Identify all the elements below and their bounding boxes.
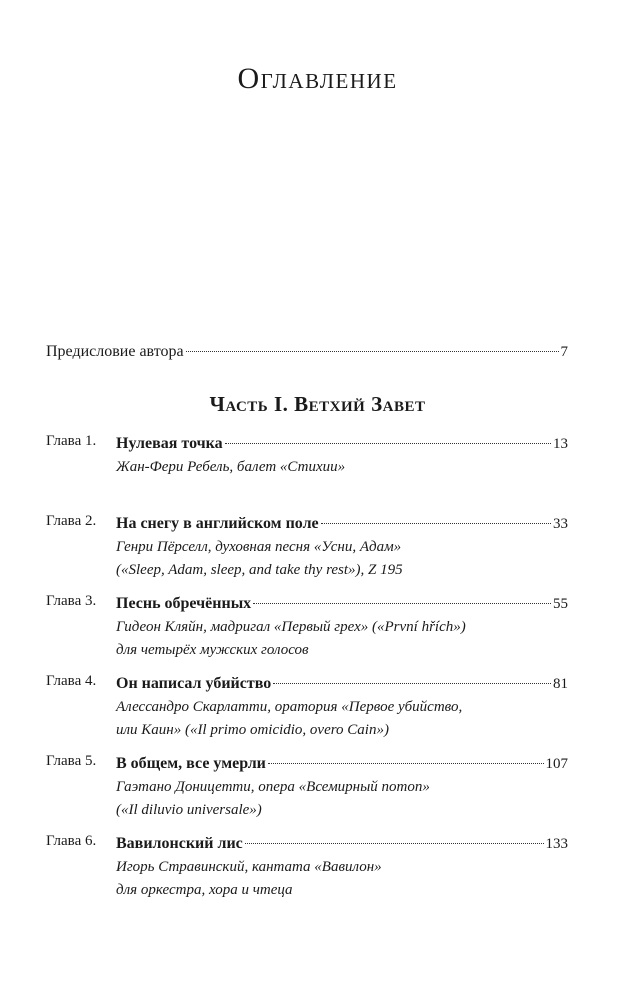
dot-leader bbox=[268, 763, 544, 764]
chapter-title-line bbox=[116, 593, 568, 615]
chapter-label: Глава 4. bbox=[46, 673, 97, 689]
chapter-subtitle-line: Гидеон Кляйн, мадригал «Первый грех» («První hřích») bbox=[116, 619, 466, 635]
chapter-subtitle bbox=[116, 856, 568, 902]
chapter-label: Глава 1. bbox=[46, 433, 97, 449]
dot-leader bbox=[225, 443, 551, 444]
toc-entry-chapter-1[interactable] bbox=[46, 433, 568, 513]
chapter-main bbox=[116, 753, 568, 822]
chapter-subtitle-line: или Каин» («Il primo omicidio, overo Cain») bbox=[116, 722, 389, 738]
chapter-page-number: 13 bbox=[553, 436, 568, 452]
chapter-subtitle bbox=[116, 536, 568, 582]
chapter-subtitle bbox=[116, 456, 568, 479]
chapter-title-line bbox=[116, 753, 568, 775]
chapter-main bbox=[116, 593, 568, 662]
chapter-main bbox=[116, 513, 568, 582]
chapter-page-number: 133 bbox=[545, 836, 568, 852]
chapter-page-number: 55 bbox=[553, 596, 568, 612]
chapter-title: Он написал убийство bbox=[116, 675, 272, 692]
preface-label: Предисловие автора bbox=[46, 343, 184, 360]
toc-entry-preface[interactable] bbox=[46, 343, 568, 361]
chapter-label: Глава 3. bbox=[46, 593, 97, 609]
dot-leader bbox=[186, 351, 559, 352]
chapter-title-line bbox=[116, 433, 568, 455]
chapter-subtitle-line: Жан-Фери Ребель, балет «Стихии» bbox=[116, 459, 346, 475]
chapter-page-number: 33 bbox=[553, 516, 568, 532]
toc-entry-chapter-3[interactable] bbox=[46, 593, 568, 673]
chapter-subtitle-line: Генри Пёрселл, духовная песня «Усни, Адам» bbox=[116, 539, 402, 555]
toc-entry-chapter-2[interactable] bbox=[46, 513, 568, 593]
chapter-label: Глава 2. bbox=[46, 513, 97, 529]
chapter-page-number: 81 bbox=[553, 676, 568, 692]
chapter-label: Глава 5. bbox=[46, 753, 97, 769]
chapter-title: Вавилонский лис bbox=[116, 835, 243, 852]
part-heading: Часть I. Ветхий Завет bbox=[209, 392, 426, 416]
chapter-title: Песнь обречённых bbox=[116, 595, 252, 612]
chapter-subtitle-line: («Il diluvio universale») bbox=[116, 802, 262, 818]
chapter-title-line bbox=[116, 513, 568, 535]
chapter-title-line bbox=[116, 673, 568, 695]
chapter-main bbox=[116, 833, 568, 902]
toc-entry-chapter-6[interactable] bbox=[46, 833, 568, 913]
chapter-subtitle-line: для четырёх мужских голосов bbox=[116, 642, 309, 658]
toc-entry-chapter-4[interactable] bbox=[46, 673, 568, 753]
chapter-main bbox=[116, 433, 568, 479]
chapter-title: На снегу в английском поле bbox=[116, 515, 319, 532]
chapter-subtitle bbox=[116, 696, 568, 742]
chapter-label: Глава 6. bbox=[46, 833, 97, 849]
dot-leader bbox=[245, 843, 544, 844]
chapter-subtitle-line: Игорь Стравинский, кантата «Вавилон» bbox=[116, 859, 382, 875]
toc-entry-chapter-5[interactable] bbox=[46, 753, 568, 833]
chapter-main bbox=[116, 673, 568, 742]
chapter-subtitle bbox=[116, 616, 568, 662]
chapter-title: Нулевая точка bbox=[116, 435, 223, 452]
page-title: Оглавление bbox=[237, 62, 398, 95]
dot-leader bbox=[273, 683, 551, 684]
chapter-title-line bbox=[116, 833, 568, 855]
chapter-subtitle bbox=[116, 776, 568, 822]
preface-page-number: 7 bbox=[560, 344, 568, 360]
dot-leader bbox=[253, 603, 551, 604]
chapter-page-number: 107 bbox=[545, 756, 568, 772]
chapter-subtitle-line: для оркестра, хора и чтеца bbox=[116, 882, 293, 898]
chapter-subtitle-line: Гаэтано Доницетти, опера «Всемирный потоп» bbox=[116, 779, 430, 795]
chapter-subtitle-line: Алессандро Скарлатти, оратория «Первое убийство, bbox=[116, 699, 463, 715]
dot-leader bbox=[321, 523, 551, 524]
chapter-subtitle-line: («Sleep, Adam, sleep, and take thy rest»), Z 195 bbox=[116, 562, 403, 578]
chapter-list bbox=[46, 433, 568, 913]
chapter-title: В общем, все умерли bbox=[116, 755, 266, 772]
